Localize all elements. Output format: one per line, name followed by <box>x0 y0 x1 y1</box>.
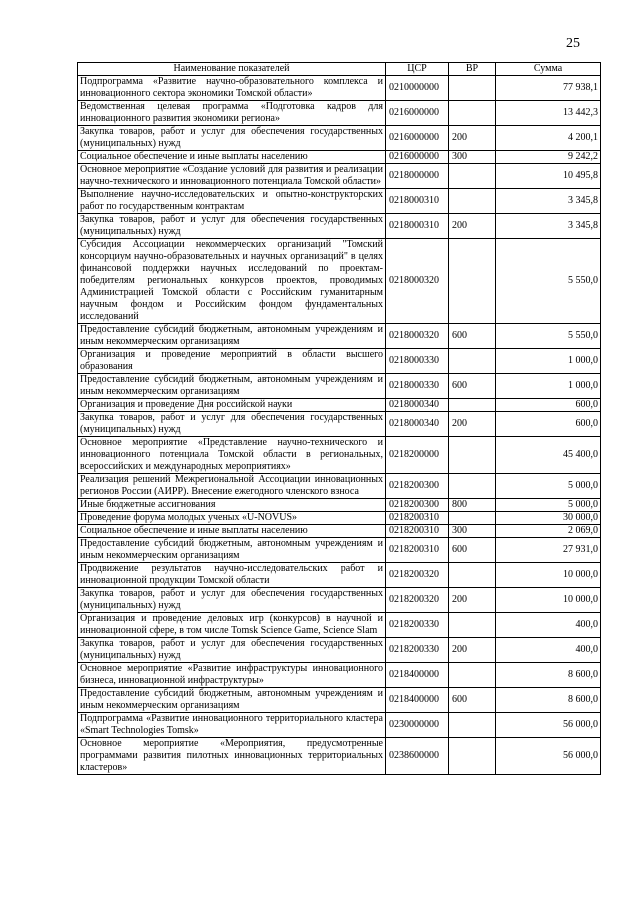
cell-csr: 0218000320 <box>386 239 449 324</box>
cell-csr: 0216000000 <box>386 126 449 151</box>
cell-vr <box>449 474 496 499</box>
cell-name: Организация и проведение Дня российской науки <box>78 399 386 412</box>
cell-csr: 0210000000 <box>386 76 449 101</box>
cell-name: Социальное обеспечение и иные выплаты населению <box>78 151 386 164</box>
cell-name: Основное мероприятие «Мероприятия, предусмотренные программами развития пилотных инновационных территориальных кластеров» <box>78 738 386 775</box>
cell-csr: 0218000310 <box>386 189 449 214</box>
cell-csr: 0230000000 <box>386 713 449 738</box>
cell-vr <box>449 76 496 101</box>
cell-sum: 5 000,0 <box>496 474 601 499</box>
cell-name: Ведомственная целевая программа «Подготовка кадров для инновационного развития экономики региона» <box>78 101 386 126</box>
cell-name: Предоставление субсидий бюджетным, автономным учреждениям и иным некоммерческим организациям <box>78 324 386 349</box>
cell-sum: 3 345,8 <box>496 189 601 214</box>
cell-name: Организация и проведение мероприятий в области высшего образования <box>78 349 386 374</box>
cell-vr: 800 <box>449 499 496 512</box>
cell-csr: 0218200320 <box>386 563 449 588</box>
cell-sum: 1 000,0 <box>496 349 601 374</box>
cell-sum: 77 938,1 <box>496 76 601 101</box>
table-row <box>78 588 601 613</box>
cell-name: Проведение форума молодых ученых «U-NOVUS» <box>78 512 386 525</box>
cell-csr: 0218000320 <box>386 324 449 349</box>
table-row <box>78 164 601 189</box>
cell-name: Субсидия Ассоциации некоммерческих организаций "Томский консорциум научно-образовательных и научных организаций" в целях финансовой поддержки научных исследований по проектам-победителям региональных конкурсов проектов, проводимых Администрацией Томской области с Российским гуманитарным научным фондом и Российским фондом фундаментальных исследований <box>78 239 386 324</box>
table-row <box>78 437 601 474</box>
cell-name: Предоставление субсидий бюджетным, автономным учреждениям и иным некоммерческим организациям <box>78 688 386 713</box>
cell-csr: 0218200310 <box>386 538 449 563</box>
cell-csr: 0218400000 <box>386 663 449 688</box>
header-sum: Сумма <box>496 63 601 76</box>
cell-vr: 200 <box>449 214 496 239</box>
cell-sum: 56 000,0 <box>496 713 601 738</box>
cell-vr <box>449 189 496 214</box>
table-row <box>78 563 601 588</box>
cell-csr: 0218200310 <box>386 512 449 525</box>
cell-sum: 10 000,0 <box>496 563 601 588</box>
cell-sum: 600,0 <box>496 412 601 437</box>
table-row <box>78 374 601 399</box>
cell-sum: 4 200,1 <box>496 126 601 151</box>
cell-csr: 0238600000 <box>386 738 449 775</box>
cell-sum: 5 550,0 <box>496 324 601 349</box>
table-row <box>78 474 601 499</box>
cell-name: Закупка товаров, работ и услуг для обеспечения государственных (муниципальных) нужд <box>78 214 386 239</box>
cell-vr <box>449 437 496 474</box>
cell-vr: 600 <box>449 538 496 563</box>
cell-sum: 30 000,0 <box>496 512 601 525</box>
cell-csr: 0218000000 <box>386 164 449 189</box>
cell-vr <box>449 663 496 688</box>
table-row <box>78 538 601 563</box>
cell-csr: 0218200300 <box>386 474 449 499</box>
cell-vr: 300 <box>449 525 496 538</box>
cell-sum: 5 550,0 <box>496 239 601 324</box>
table-row <box>78 663 601 688</box>
cell-vr: 300 <box>449 151 496 164</box>
table-row <box>78 525 601 538</box>
cell-name: Выполнение научно-исследовательских и опытно-конструкторских работ по государственным контрактам <box>78 189 386 214</box>
cell-name: Закупка товаров, работ и услуг для обеспечения государственных (муниципальных) нужд <box>78 588 386 613</box>
cell-csr: 0218200300 <box>386 499 449 512</box>
cell-csr: 0218000340 <box>386 412 449 437</box>
cell-csr: 0218000340 <box>386 399 449 412</box>
cell-name: Подпрограмма «Развитие инновационного территориального кластера «Smart Technologies Tomsk» <box>78 713 386 738</box>
cell-vr <box>449 563 496 588</box>
cell-sum: 600,0 <box>496 399 601 412</box>
cell-vr <box>449 349 496 374</box>
cell-name: Закупка товаров, работ и услуг для обеспечения государственных (муниципальных) нужд <box>78 638 386 663</box>
cell-vr <box>449 613 496 638</box>
cell-vr: 200 <box>449 126 496 151</box>
cell-name: Закупка товаров, работ и услуг для обеспечения государственных (муниципальных) нужд <box>78 126 386 151</box>
cell-vr <box>449 399 496 412</box>
table-row <box>78 324 601 349</box>
table-row <box>78 189 601 214</box>
cell-sum: 9 242,2 <box>496 151 601 164</box>
table-row <box>78 738 601 775</box>
cell-csr: 0216000000 <box>386 101 449 126</box>
cell-vr: 200 <box>449 638 496 663</box>
table-row <box>78 214 601 239</box>
cell-name: Организация и проведение деловых игр (конкурсов) в научной и инновационной сфере, в том числе Tomsk Science Game, Science Slam <box>78 613 386 638</box>
table-row <box>78 688 601 713</box>
cell-sum: 1 000,0 <box>496 374 601 399</box>
cell-name: Реализация решений Межрегиональной Ассоциации инновационных регионов России (АИРР). Внесение ежегодного членского взноса <box>78 474 386 499</box>
cell-sum: 27 931,0 <box>496 538 601 563</box>
cell-csr: 0218400000 <box>386 688 449 713</box>
table-header-row <box>78 63 601 76</box>
table-row <box>78 101 601 126</box>
table-row <box>78 713 601 738</box>
cell-vr <box>449 239 496 324</box>
cell-sum: 3 345,8 <box>496 214 601 239</box>
header-csr: ЦСР <box>386 63 449 76</box>
cell-vr: 600 <box>449 374 496 399</box>
cell-sum: 5 000,0 <box>496 499 601 512</box>
table-row <box>78 349 601 374</box>
table-row <box>78 412 601 437</box>
cell-vr: 200 <box>449 588 496 613</box>
cell-sum: 8 600,0 <box>496 688 601 713</box>
cell-sum: 2 069,0 <box>496 525 601 538</box>
cell-name: Основное мероприятие «Развитие инфраструктуры инновационного бизнеса, инновационной инфраструктуры» <box>78 663 386 688</box>
cell-name: Социальное обеспечение и иные выплаты населению <box>78 525 386 538</box>
table-row <box>78 512 601 525</box>
cell-sum: 10 495,8 <box>496 164 601 189</box>
cell-sum: 400,0 <box>496 613 601 638</box>
cell-vr: 600 <box>449 688 496 713</box>
header-vr: ВР <box>449 63 496 76</box>
cell-vr: 600 <box>449 324 496 349</box>
cell-vr <box>449 164 496 189</box>
cell-name: Закупка товаров, работ и услуг для обеспечения государственных (муниципальных) нужд <box>78 412 386 437</box>
cell-name: Основное мероприятие «Создание условий для развития и реализации научно-технического и инновационного потенциала Томской области» <box>78 164 386 189</box>
cell-sum: 45 400,0 <box>496 437 601 474</box>
cell-csr: 0218000330 <box>386 349 449 374</box>
table-row <box>78 151 601 164</box>
cell-vr: 200 <box>449 412 496 437</box>
table-row <box>78 613 601 638</box>
table-row <box>78 399 601 412</box>
cell-name: Предоставление субсидий бюджетным, автономным учреждениям и иным некоммерческим организациям <box>78 374 386 399</box>
table-row <box>78 499 601 512</box>
page-number: 25 <box>566 36 580 51</box>
cell-csr: 0218200330 <box>386 638 449 663</box>
cell-sum: 10 000,0 <box>496 588 601 613</box>
header-name: Наименование показателей <box>78 63 386 76</box>
table-row <box>78 126 601 151</box>
cell-name: Продвижение результатов научно-исследовательских работ и инновационной продукции Томской области <box>78 563 386 588</box>
cell-csr: 0218000310 <box>386 214 449 239</box>
cell-sum: 13 442,3 <box>496 101 601 126</box>
budget-table <box>77 62 601 775</box>
cell-sum: 400,0 <box>496 638 601 663</box>
cell-csr: 0218000330 <box>386 374 449 399</box>
table-row <box>78 638 601 663</box>
cell-vr <box>449 713 496 738</box>
table-row <box>78 239 601 324</box>
cell-name: Предоставление субсидий бюджетным, автономным учреждениям и иным некоммерческим организациям <box>78 538 386 563</box>
cell-vr <box>449 512 496 525</box>
table-body <box>78 76 601 775</box>
cell-vr <box>449 738 496 775</box>
cell-name: Основное мероприятие «Представление научно-технического и инновационного потенциала Томской области в региональных, всероссийских и международных мероприятиях» <box>78 437 386 474</box>
cell-csr: 0218200330 <box>386 613 449 638</box>
cell-sum: 8 600,0 <box>496 663 601 688</box>
table-row <box>78 76 601 101</box>
cell-name: Иные бюджетные ассигнования <box>78 499 386 512</box>
cell-name: Подпрограмма «Развитие научно-образовательного комплекса и инновационного сектора экономики Томской области» <box>78 76 386 101</box>
cell-csr: 0218200320 <box>386 588 449 613</box>
cell-vr <box>449 101 496 126</box>
cell-sum: 56 000,0 <box>496 738 601 775</box>
cell-csr: 0218200000 <box>386 437 449 474</box>
cell-csr: 0218200310 <box>386 525 449 538</box>
cell-csr: 0216000000 <box>386 151 449 164</box>
